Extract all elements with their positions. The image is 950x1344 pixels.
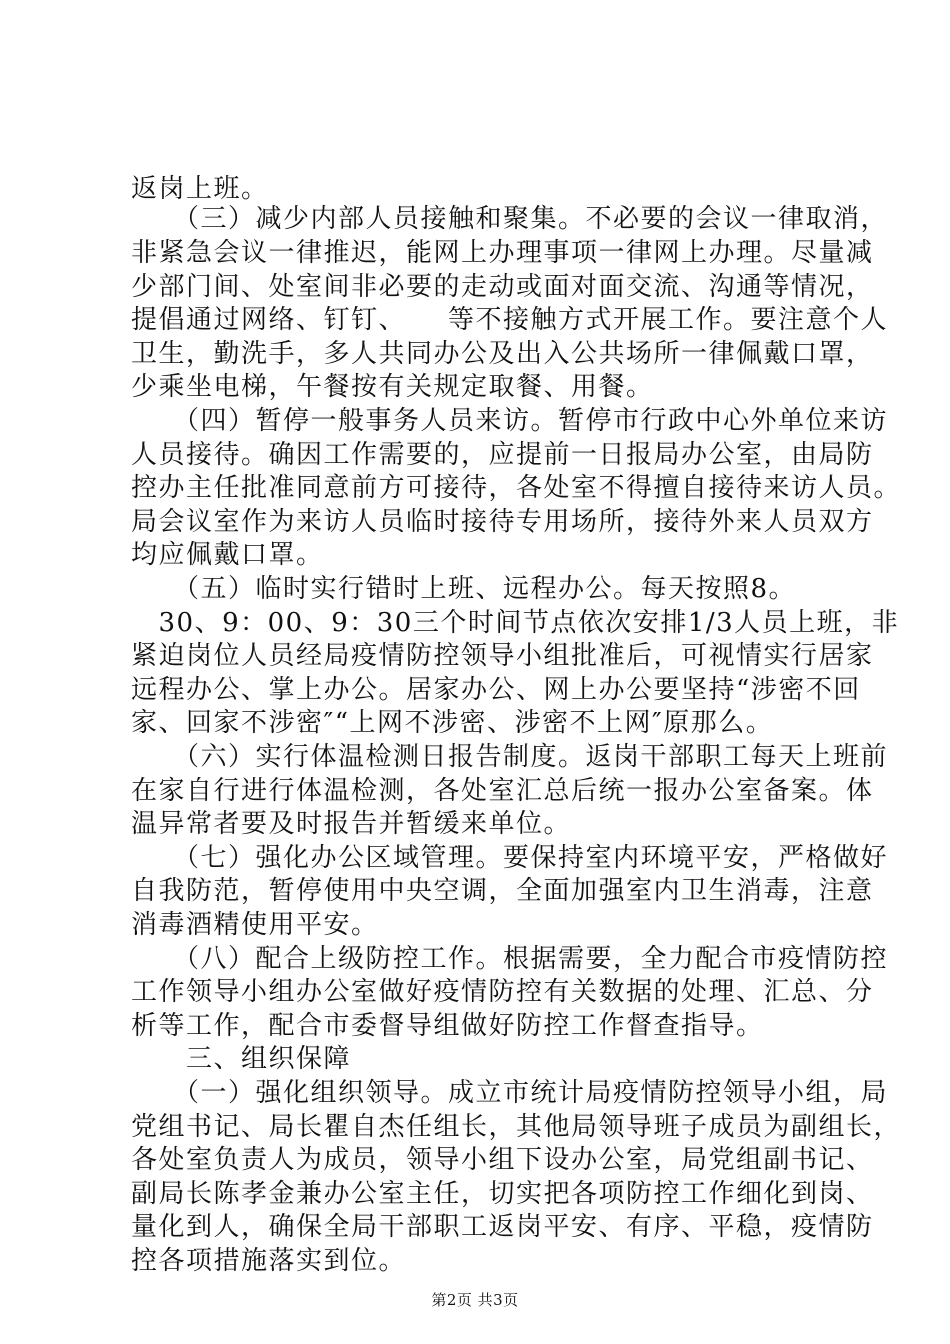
text-line: 自我防范，暂停使用中央空调，全面加强室内卫生消毒，注意 — [131, 876, 874, 906]
text-line: 各处室负责人为成员，领导小组下设办公室，局党组副书记、 — [131, 1145, 874, 1175]
text-line: 控办主任批准同意前方可接待，各处室不得擅自接待来访人员。 — [131, 473, 902, 503]
text-line: 30、9：00、9：30三个时间节点依次安排1/3人员上班，非 — [131, 608, 900, 638]
text-line: 党组书记、局长瞿自杰任组长，其他局领导班子成员为副组长， — [131, 1112, 902, 1142]
text-line: （八）配合上级防控工作。根据需要，全力配合市疫情防控 — [131, 944, 889, 974]
text-line: 温异常者要及时报告并暂缓来单位。 — [131, 809, 572, 839]
text-line: 提倡通过网络、钉钉、 等不接触方式开展工作。要注意个人 — [131, 305, 889, 335]
page-number-footer: 第2页 共3页 — [431, 1291, 519, 1309]
text-line: 非紧急会议一律推迟，能网上办理事项一律网上办理。尽量减 — [131, 238, 874, 268]
text-line: 析等工作，配合市委督导组做好防控工作督查指导。 — [131, 1011, 764, 1041]
text-line: （一）强化组织领导。成立市统计局疫情防控领导小组，局 — [131, 1078, 889, 1108]
text-line: 家、回家不涉密″“上网不涉密、涉密不上网″原那么。 — [131, 708, 774, 738]
text-line: 局会议室作为来访人员临时接待专用场所，接待外来人员双方 — [131, 507, 874, 537]
text-line: 均应佩戴口罩。 — [131, 540, 324, 570]
text-line: 紧迫岗位人员经局疫情防控领导小组批准后，可视情实行居家 — [131, 641, 874, 671]
text-line: 卫生，勤洗手，多人共同办公及出入公共场所一律佩戴口罩， — [131, 339, 874, 369]
text-line: 副局长陈孝金兼办公室主任，切实把各项防控工作细化到岗、 — [131, 1179, 874, 1209]
text-line: （三）减少内部人员接触和聚集。不必要的会议一律取消， — [131, 204, 889, 234]
text-line: 返岗上班。 — [131, 174, 269, 204]
text-line: 少部门间、处室间非必要的走动或面对面交流、沟通等情况， — [131, 272, 874, 302]
text-line: 在家自行进行体温检测，各处室汇总后统一报办公室备案。体 — [131, 776, 874, 806]
text-line: （七）强化办公区域管理。要保持室内环境平安，严格做好 — [131, 843, 889, 873]
text-line: 少乘坐电梯，午餐按有关规定取餐、用餐。 — [131, 372, 654, 402]
text-line: 人员接待。确因工作需要的，应提前一日报局办公室，由局防 — [131, 440, 874, 470]
text-line: 工作领导小组办公室做好疫情防控有关数据的处理、汇总、分 — [131, 977, 874, 1007]
text-line: 控各项措施落实到位。 — [131, 1246, 407, 1276]
text-line: （四）暂停一般事务人员来访。暂停市行政中心外单位来访 — [131, 406, 889, 436]
text-line: 远程办公、掌上办公。居家办公、网上办公要坚持“涉密不回 — [131, 675, 861, 705]
text-line: （五）临时实行错时上班、远程办公。每天按照8。 — [131, 574, 797, 604]
section-heading: 三、组织保障 — [131, 1044, 352, 1074]
text-line: 量化到人，确保全局干部职工返岗平安、有序、平稳，疫情防 — [131, 1212, 874, 1242]
text-line: 消毒酒精使用平安。 — [131, 910, 379, 940]
text-line: （六）实行体温检测日报告制度。返岗干部职工每天上班前 — [131, 742, 889, 772]
